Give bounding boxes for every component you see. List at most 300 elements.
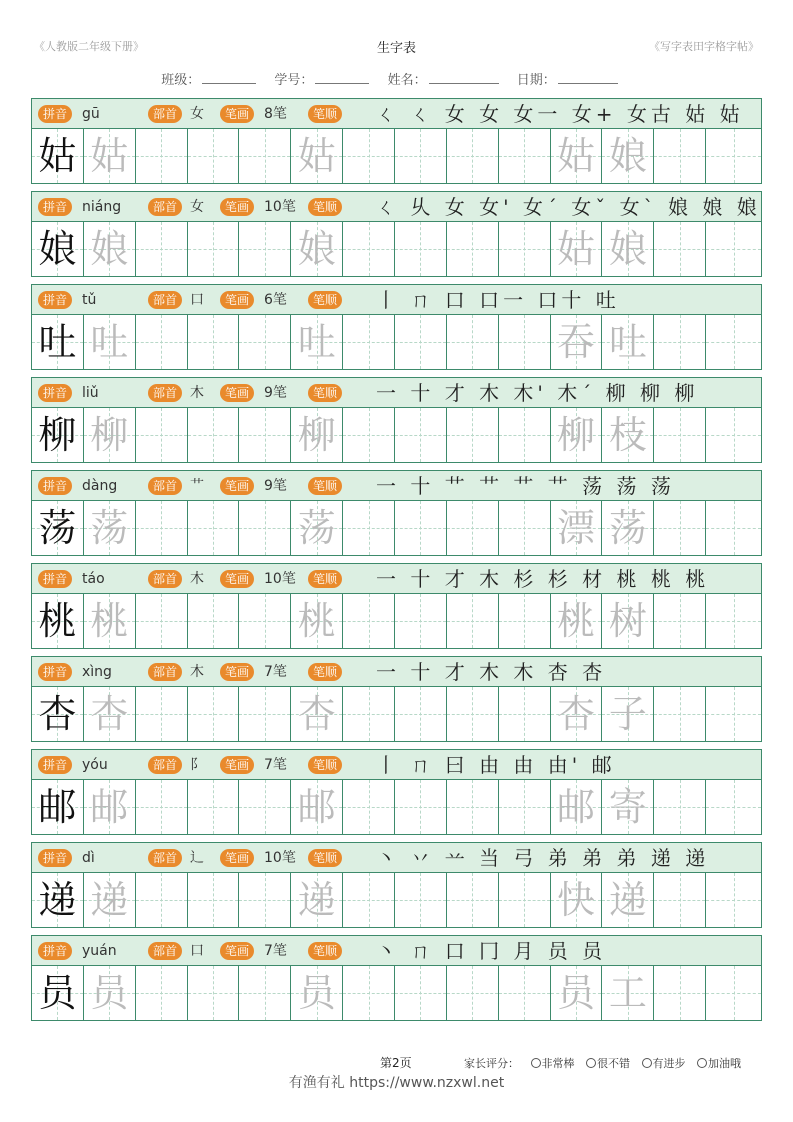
word-character: 桃 — [557, 599, 596, 643]
grid-cell[interactable] — [551, 315, 603, 369]
grid-cell[interactable] — [706, 315, 761, 369]
stroke-count: 7笔 — [264, 943, 287, 959]
grid-cell[interactable] — [654, 687, 706, 741]
trace-character: 荡 — [90, 506, 129, 550]
radical-value: 木 — [190, 571, 204, 587]
stroke-order: 丶 丷 䒑 当 弓 弟 弟 弟 递 递 — [376, 846, 710, 870]
radical-value: 女 — [190, 106, 204, 122]
main-character: 柳 — [38, 413, 77, 457]
grid-cell[interactable] — [188, 315, 240, 369]
stroke-order: ㄑ ㄑ 女 女 女一 女+ 女古 姑 姑 — [376, 102, 744, 126]
stroke-count: 7笔 — [264, 757, 287, 773]
trace-character: 娘 — [90, 227, 129, 271]
trace-character: 递 — [297, 878, 336, 922]
pinyin-value: niáng — [82, 199, 122, 215]
grid-cell[interactable] — [32, 408, 84, 462]
word-character: 柳 — [557, 413, 596, 457]
character-row — [31, 191, 762, 277]
order-tag: 笔顺 — [308, 105, 342, 123]
radical-tag: 部首 — [148, 291, 182, 309]
stroke-order: 丶 ㄇ 口 冂 月 员 员 — [376, 939, 607, 963]
stroke-count: 9笔 — [264, 385, 287, 401]
pinyin-tag: 拼音 — [38, 477, 72, 495]
grid-cell[interactable] — [343, 780, 395, 834]
grid-cell[interactable] — [447, 315, 499, 369]
row-header — [32, 750, 761, 780]
student-info — [0, 69, 793, 88]
tianzige-grid — [32, 966, 761, 1020]
grid-cell[interactable] — [188, 687, 240, 741]
grid-cell[interactable] — [499, 501, 551, 555]
word-character: 姑 — [557, 134, 596, 178]
grid-cell[interactable] — [602, 966, 654, 1020]
strokes-tag: 笔画 — [220, 942, 254, 960]
stroke-count: 8笔 — [264, 106, 287, 122]
grid-cell[interactable] — [84, 315, 136, 369]
grid-cell[interactable] — [136, 873, 188, 927]
tianzige-grid — [32, 222, 761, 276]
pinyin-tag: 拼音 — [38, 198, 72, 216]
grid-cell[interactable] — [602, 129, 654, 183]
order-tag: 笔顺 — [308, 663, 342, 681]
grid-cell[interactable] — [136, 966, 188, 1020]
word-character: 漂 — [557, 506, 596, 550]
grid-cell[interactable] — [239, 222, 291, 276]
grid-cell[interactable] — [239, 780, 291, 834]
grid-cell[interactable] — [343, 687, 395, 741]
grid-cell[interactable] — [706, 222, 761, 276]
tianzige-grid — [32, 315, 761, 369]
grid-cell[interactable] — [239, 594, 291, 648]
strokes-tag: 笔画 — [220, 384, 254, 402]
word-character: 姑 — [557, 227, 596, 271]
grid-cell[interactable] — [239, 687, 291, 741]
grid-cell[interactable] — [654, 873, 706, 927]
grid-cell[interactable] — [343, 408, 395, 462]
grid-cell[interactable] — [239, 873, 291, 927]
grid-cell[interactable] — [32, 222, 84, 276]
character-row — [31, 656, 762, 742]
header-right: 《写字表田字格字帖》 — [649, 40, 759, 53]
pinyin-value: liǔ — [82, 385, 99, 401]
strokes-tag: 笔画 — [220, 849, 254, 867]
grid-cell[interactable] — [84, 408, 136, 462]
grid-cell[interactable] — [602, 780, 654, 834]
character-row — [31, 98, 762, 184]
grid-cell[interactable] — [602, 594, 654, 648]
grid-cell[interactable] — [602, 315, 654, 369]
row-header — [32, 99, 761, 129]
radio-circle-icon — [642, 1058, 652, 1068]
grid-cell[interactable] — [499, 594, 551, 648]
grid-cell[interactable] — [499, 222, 551, 276]
grid-cell[interactable] — [84, 966, 136, 1020]
pinyin-value: xìng — [82, 664, 112, 680]
radical-value: 阝 — [190, 757, 204, 773]
main-character: 荡 — [38, 506, 77, 550]
grid-cell[interactable] — [706, 594, 761, 648]
grid-cell[interactable] — [136, 501, 188, 555]
grid-cell[interactable] — [32, 501, 84, 555]
date-label: 日期： — [516, 73, 556, 88]
pinyin-value: táo — [82, 571, 105, 587]
grid-cell[interactable] — [291, 687, 343, 741]
eval-option[interactable]: 非常棒 — [531, 1057, 575, 1070]
stroke-order: 丨 ㄇ 曰 由 由 由' 邮 — [376, 753, 616, 777]
grid-cell[interactable] — [291, 966, 343, 1020]
grid-cell[interactable] — [551, 873, 603, 927]
trace-character: 邮 — [297, 785, 336, 829]
trace-character: 桃 — [90, 599, 129, 643]
order-tag: 笔顺 — [308, 477, 342, 495]
grid-cell[interactable] — [395, 408, 447, 462]
pinyin-value: yóu — [82, 757, 108, 773]
eval-option[interactable]: 很不错 — [586, 1057, 630, 1070]
word-character: 子 — [608, 692, 647, 736]
pinyin-value: yuán — [82, 943, 117, 959]
row-header — [32, 657, 761, 687]
grid-cell[interactable] — [291, 501, 343, 555]
grid-cell[interactable] — [499, 129, 551, 183]
radical-tag: 部首 — [148, 570, 182, 588]
grid-cell[interactable] — [447, 873, 499, 927]
header-left: 《人教版二年级下册》 — [34, 40, 144, 53]
grid-cell[interactable] — [188, 408, 240, 462]
grid-cell[interactable] — [706, 780, 761, 834]
grid-cell[interactable] — [32, 594, 84, 648]
main-character: 邮 — [38, 785, 77, 829]
grid-cell[interactable] — [291, 408, 343, 462]
parent-evaluation — [464, 1055, 741, 1071]
pinyin-tag: 拼音 — [38, 291, 72, 309]
grid-cell[interactable] — [395, 687, 447, 741]
tianzige-grid — [32, 129, 761, 183]
radical-value: 木 — [190, 664, 204, 680]
radio-circle-icon — [531, 1058, 541, 1068]
grid-cell[interactable] — [551, 966, 603, 1020]
trace-character: 员 — [297, 971, 336, 1015]
grid-cell[interactable] — [291, 594, 343, 648]
grid-cell[interactable] — [188, 129, 240, 183]
grid-cell[interactable] — [654, 966, 706, 1020]
stroke-order: 一 十 艹 艹 艹 艹 荡 荡 荡 — [376, 474, 675, 498]
grid-cell[interactable] — [343, 129, 395, 183]
grid-cell[interactable] — [395, 594, 447, 648]
grid-cell[interactable] — [32, 873, 84, 927]
grid-cell[interactable] — [602, 687, 654, 741]
grid-cell[interactable] — [654, 408, 706, 462]
main-character: 桃 — [38, 599, 77, 643]
trace-character: 荡 — [297, 506, 336, 550]
grid-cell[interactable] — [188, 873, 240, 927]
tianzige-grid — [32, 408, 761, 462]
grid-cell[interactable] — [136, 408, 188, 462]
grid-cell[interactable] — [706, 687, 761, 741]
grid-cell[interactable] — [654, 501, 706, 555]
eval-option[interactable]: 有进步 — [642, 1057, 686, 1070]
radical-tag: 部首 — [148, 105, 182, 123]
number-field[interactable] — [315, 71, 369, 84]
grid-cell[interactable] — [499, 780, 551, 834]
grid-cell[interactable] — [136, 222, 188, 276]
stroke-order: 一 十 才 木 木' 木ˊ 柳 柳 柳 — [376, 381, 699, 405]
grid-cell[interactable] — [602, 408, 654, 462]
grid-cell[interactable] — [84, 129, 136, 183]
grid-cell[interactable] — [395, 315, 447, 369]
grid-cell[interactable] — [136, 315, 188, 369]
grid-cell[interactable] — [188, 966, 240, 1020]
word-character: 递 — [608, 878, 647, 922]
grid-cell[interactable] — [239, 315, 291, 369]
pinyin-tag: 拼音 — [38, 849, 72, 867]
grid-cell[interactable] — [239, 501, 291, 555]
stroke-count: 10笔 — [264, 571, 296, 587]
trace-character: 柳 — [90, 413, 129, 457]
grid-cell[interactable] — [343, 966, 395, 1020]
word-character: 娘 — [608, 227, 647, 271]
main-character: 姑 — [38, 134, 77, 178]
strokes-tag: 笔画 — [220, 198, 254, 216]
grid-cell[interactable] — [602, 873, 654, 927]
grid-cell[interactable] — [84, 873, 136, 927]
grid-cell[interactable] — [343, 315, 395, 369]
eval-option[interactable]: 加油哦 — [697, 1057, 741, 1070]
grid-cell[interactable] — [551, 222, 603, 276]
row-header — [32, 192, 761, 222]
grid-cell[interactable] — [239, 129, 291, 183]
grid-cell[interactable] — [654, 594, 706, 648]
pinyin-tag: 拼音 — [38, 756, 72, 774]
radical-tag: 部首 — [148, 849, 182, 867]
character-row — [31, 842, 762, 928]
grid-cell[interactable] — [291, 315, 343, 369]
class-field[interactable] — [202, 71, 256, 84]
row-header — [32, 843, 761, 873]
tianzige-grid — [32, 594, 761, 648]
grid-cell[interactable] — [32, 315, 84, 369]
word-character: 邮 — [557, 785, 596, 829]
pinyin-value: tǔ — [82, 292, 97, 308]
grid-cell[interactable] — [706, 408, 761, 462]
grid-cell[interactable] — [136, 687, 188, 741]
grid-cell[interactable] — [84, 222, 136, 276]
grid-cell[interactable] — [32, 966, 84, 1020]
trace-character: 递 — [90, 878, 129, 922]
grid-cell[interactable] — [188, 501, 240, 555]
tianzige-grid — [32, 501, 761, 555]
trace-character: 姑 — [90, 134, 129, 178]
grid-cell[interactable] — [291, 780, 343, 834]
date-field[interactable] — [558, 71, 618, 84]
grid-cell[interactable] — [291, 873, 343, 927]
pinyin-tag: 拼音 — [38, 663, 72, 681]
trace-character: 杏 — [297, 692, 336, 736]
grid-cell[interactable] — [188, 594, 240, 648]
grid-cell[interactable] — [706, 129, 761, 183]
character-row — [31, 749, 762, 835]
grid-cell[interactable] — [32, 780, 84, 834]
radical-tag: 部首 — [148, 756, 182, 774]
grid-cell[interactable] — [654, 129, 706, 183]
character-row — [31, 284, 762, 370]
grid-cell[interactable] — [343, 501, 395, 555]
pinyin-tag: 拼音 — [38, 570, 72, 588]
grid-cell[interactable] — [84, 594, 136, 648]
tianzige-grid — [32, 687, 761, 741]
strokes-tag: 笔画 — [220, 570, 254, 588]
grid-cell[interactable] — [447, 594, 499, 648]
grid-cell[interactable] — [395, 501, 447, 555]
word-character: 杏 — [557, 692, 596, 736]
grid-cell[interactable] — [343, 594, 395, 648]
pinyin-value: dì — [82, 850, 95, 866]
word-character: 荡 — [608, 506, 647, 550]
radical-value: 辶 — [190, 850, 204, 866]
grid-cell[interactable] — [188, 222, 240, 276]
name-label: 姓名： — [387, 73, 427, 88]
grid-cell[interactable] — [447, 687, 499, 741]
word-character: 快 — [557, 878, 596, 922]
character-row — [31, 377, 762, 463]
grid-cell[interactable] — [32, 687, 84, 741]
row-header — [32, 936, 761, 966]
tianzige-grid — [32, 780, 761, 834]
radical-tag: 部首 — [148, 198, 182, 216]
grid-cell[interactable] — [551, 129, 603, 183]
grid-cell[interactable] — [395, 780, 447, 834]
main-character: 吐 — [38, 320, 77, 364]
radical-value: 口 — [190, 292, 204, 308]
stroke-order: 一 十 才 木 杉 杉 材 桃 桃 桃 — [376, 567, 710, 591]
word-character: 枝 — [608, 413, 647, 457]
grid-cell[interactable] — [188, 780, 240, 834]
grid-cell[interactable] — [551, 408, 603, 462]
grid-cell[interactable] — [395, 873, 447, 927]
grid-cell[interactable] — [447, 222, 499, 276]
grid-cell[interactable] — [136, 780, 188, 834]
stroke-order: 丨 ㄇ 口 口一 口十 吐 — [376, 288, 620, 312]
grid-cell[interactable] — [84, 501, 136, 555]
grid-cell[interactable] — [499, 966, 551, 1020]
stroke-count: 7笔 — [264, 664, 287, 680]
radical-value: 口 — [190, 943, 204, 959]
grid-cell[interactable] — [499, 873, 551, 927]
main-character: 递 — [38, 878, 77, 922]
grid-cell[interactable] — [239, 966, 291, 1020]
grid-cell[interactable] — [84, 780, 136, 834]
grid-cell[interactable] — [136, 129, 188, 183]
main-character: 员 — [38, 971, 77, 1015]
page-number: 第2页 — [380, 1056, 412, 1070]
strokes-tag: 笔画 — [220, 105, 254, 123]
grid-cell[interactable] — [395, 129, 447, 183]
grid-cell[interactable] — [239, 408, 291, 462]
grid-cell[interactable] — [447, 129, 499, 183]
stroke-count: 6笔 — [264, 292, 287, 308]
pinyin-tag: 拼音 — [38, 384, 72, 402]
radical-value: 女 — [190, 199, 204, 215]
grid-cell[interactable] — [291, 222, 343, 276]
grid-cell[interactable] — [447, 408, 499, 462]
strokes-tag: 笔画 — [220, 756, 254, 774]
order-tag: 笔顺 — [308, 849, 342, 867]
grid-cell[interactable] — [706, 873, 761, 927]
pinyin-value: gū — [82, 106, 100, 122]
pinyin-value: dàng — [82, 478, 118, 494]
trace-character: 娘 — [297, 227, 336, 271]
class-label: 班级： — [161, 73, 201, 88]
eval-label: 家长评分： — [464, 1057, 519, 1070]
grid-cell[interactable] — [499, 687, 551, 741]
trace-character: 邮 — [90, 785, 129, 829]
grid-cell[interactable] — [654, 222, 706, 276]
pinyin-tag: 拼音 — [38, 105, 72, 123]
radical-tag: 部首 — [148, 477, 182, 495]
grid-cell[interactable] — [291, 129, 343, 183]
word-character: 工 — [608, 971, 647, 1015]
grid-cell[interactable] — [551, 501, 603, 555]
stroke-count: 10笔 — [264, 850, 296, 866]
grid-cell[interactable] — [706, 501, 761, 555]
row-header — [32, 285, 761, 315]
character-table — [31, 98, 762, 1028]
grid-cell[interactable] — [499, 408, 551, 462]
grid-cell[interactable] — [551, 594, 603, 648]
grid-cell[interactable] — [602, 222, 654, 276]
word-character: 吞 — [557, 320, 596, 364]
row-header — [32, 378, 761, 408]
grid-cell[interactable] — [447, 780, 499, 834]
trace-character: 柳 — [297, 413, 336, 457]
stroke-order: 一 十 才 木 木 杏 杏 — [376, 660, 607, 684]
trace-character: 吐 — [90, 320, 129, 364]
stroke-count: 9笔 — [264, 478, 287, 494]
radical-value: 木 — [190, 385, 204, 401]
grid-cell[interactable] — [395, 966, 447, 1020]
grid-cell[interactable] — [602, 501, 654, 555]
grid-cell[interactable] — [654, 315, 706, 369]
word-character: 吐 — [608, 320, 647, 364]
grid-cell[interactable] — [706, 966, 761, 1020]
grid-cell[interactable] — [447, 501, 499, 555]
order-tag: 笔顺 — [308, 384, 342, 402]
main-character: 娘 — [38, 227, 77, 271]
radical-tag: 部首 — [148, 663, 182, 681]
radical-tag: 部首 — [148, 384, 182, 402]
grid-cell[interactable] — [654, 780, 706, 834]
trace-character: 桃 — [297, 599, 336, 643]
grid-cell[interactable] — [84, 687, 136, 741]
stroke-count: 10笔 — [264, 199, 296, 215]
grid-cell[interactable] — [551, 780, 603, 834]
trace-character: 姑 — [297, 134, 336, 178]
order-tag: 笔顺 — [308, 942, 342, 960]
grid-cell[interactable] — [32, 129, 84, 183]
order-tag: 笔顺 — [308, 291, 342, 309]
grid-cell[interactable] — [447, 966, 499, 1020]
grid-cell[interactable] — [343, 222, 395, 276]
radio-circle-icon — [586, 1058, 596, 1068]
grid-cell[interactable] — [343, 873, 395, 927]
grid-cell[interactable] — [551, 687, 603, 741]
grid-cell[interactable] — [136, 594, 188, 648]
grid-cell[interactable] — [395, 222, 447, 276]
name-field[interactable] — [429, 71, 499, 84]
strokes-tag: 笔画 — [220, 291, 254, 309]
order-tag: 笔顺 — [308, 570, 342, 588]
grid-cell[interactable] — [499, 315, 551, 369]
trace-character: 杏 — [90, 692, 129, 736]
